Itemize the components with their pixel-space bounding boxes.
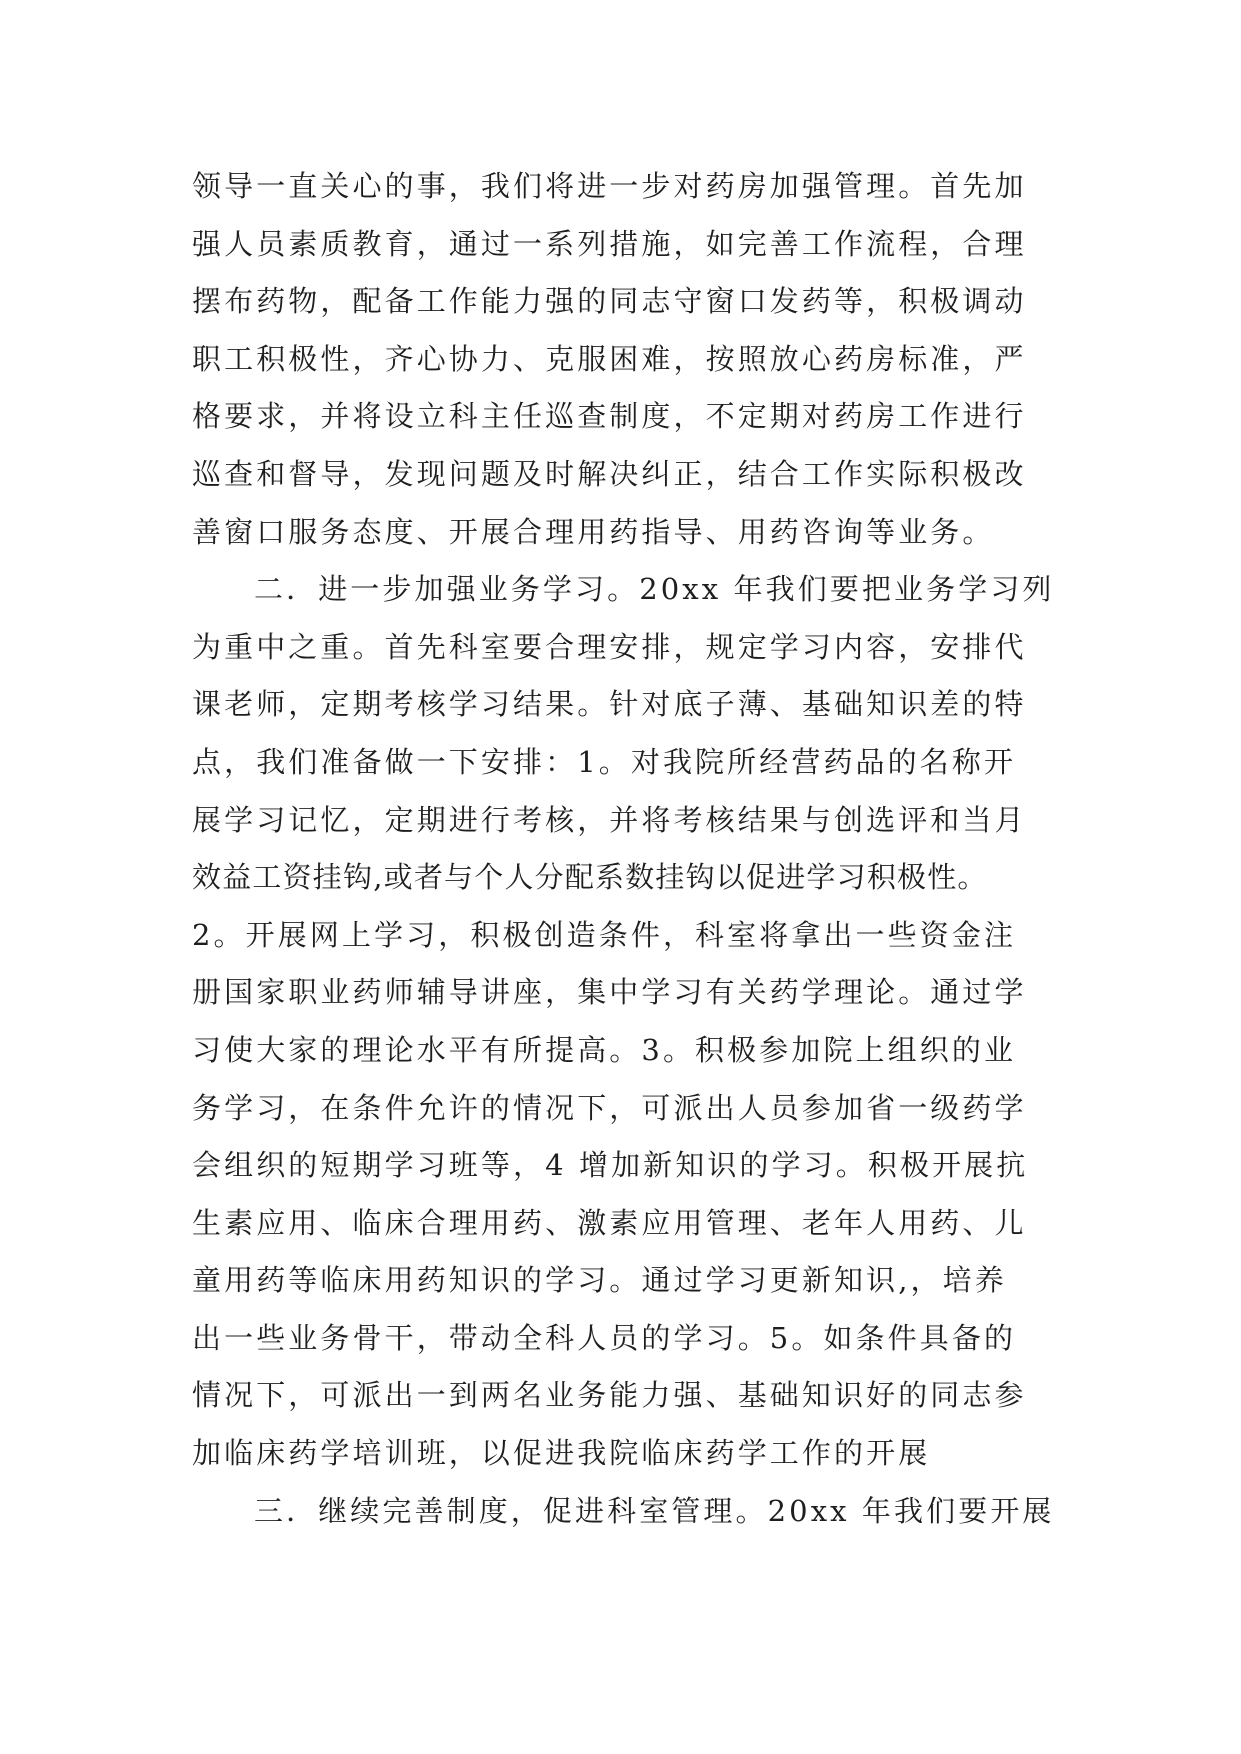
text-line-11: 点，我们准备做一下安排：1。对我院所经营药品的名称开 xyxy=(192,744,1017,779)
text-line-9: 为重中之重。首先科室要合理安排，规定学习内容，安排代 xyxy=(192,629,1027,664)
text-line-13: 效益工资挂钩,或者与个人分配系数挂钩以促进学习积极性。 xyxy=(192,860,988,895)
text-line-23: 加临床药学培训班，以促进我院临床药学工作的开展 xyxy=(192,1436,931,1471)
text-line-1: 领导一直关心的事，我们将进一步对药房加强管理。首先加 xyxy=(192,169,1027,203)
text-line-5: 格要求，并将设立科主任巡查制度，不定期对药房工作进行 xyxy=(192,399,1027,434)
section-heading-2: 二．进一步加强业务学习。20xx 年我们要把业务学习列 xyxy=(254,572,1055,607)
text-line-7: 善窗口服务态度、开展合理用药指导、用药咨询等业务。 xyxy=(192,514,995,549)
text-line-22: 情况下，可派出一到两名业务能力强、基础知识好的同志参 xyxy=(192,1378,1027,1413)
text-line-12: 展学习记忆，定期进行考核，并将考核结果与创选评和当月 xyxy=(192,802,1027,837)
text-line-2: 强人员素质教育，通过一系列措施，如完善工作流程，合理 xyxy=(192,226,1027,261)
text-line-19: 生素应用、临床合理用药、激素应用管理、老年人用药、儿 xyxy=(192,1205,1027,1240)
text-line-14: 2。开展网上学习，积极创造条件，科室将拿出一些资金注 xyxy=(192,917,1017,952)
document-body xyxy=(192,158,1055,1540)
text-line-10: 课老师，定期考核学习结果。针对底子薄、基础知识差的特 xyxy=(192,687,1027,722)
text-line-20: 童用药等临床用药知识的学习。通过学习更新知识,，培养 xyxy=(192,1263,1007,1298)
text-line-6: 巡查和督导，发现问题及时解决纠正，结合工作实际积极改 xyxy=(192,456,1027,491)
text-line-17: 务学习，在条件允许的情况下，可派出人员参加省一级药学 xyxy=(192,1090,1027,1125)
text-line-18: 会组织的短期学习班等，4 增加新知识的学习。积极开展抗 xyxy=(192,1148,1029,1183)
section-heading-3: 三．继续完善制度，促进科室管理。20xx 年我们要开展 xyxy=(254,1493,1055,1528)
text-line-16: 习使大家的理论水平有所提高。3。积极参加院上组织的业 xyxy=(192,1032,1017,1067)
text-line-3: 摆布药物，配备工作能力强的同志守窗口发药等，积极调动 xyxy=(192,284,1027,319)
text-line-4: 职工积极性，齐心协力、克服困难，按照放心药房标准，严 xyxy=(192,341,1027,376)
text-line-21: 出一些业务骨干，带动全科人员的学习。5。如条件具备的 xyxy=(192,1320,1017,1355)
text-line-15: 册国家职业药师辅导讲座，集中学习有关药学理论。通过学 xyxy=(192,975,1027,1010)
